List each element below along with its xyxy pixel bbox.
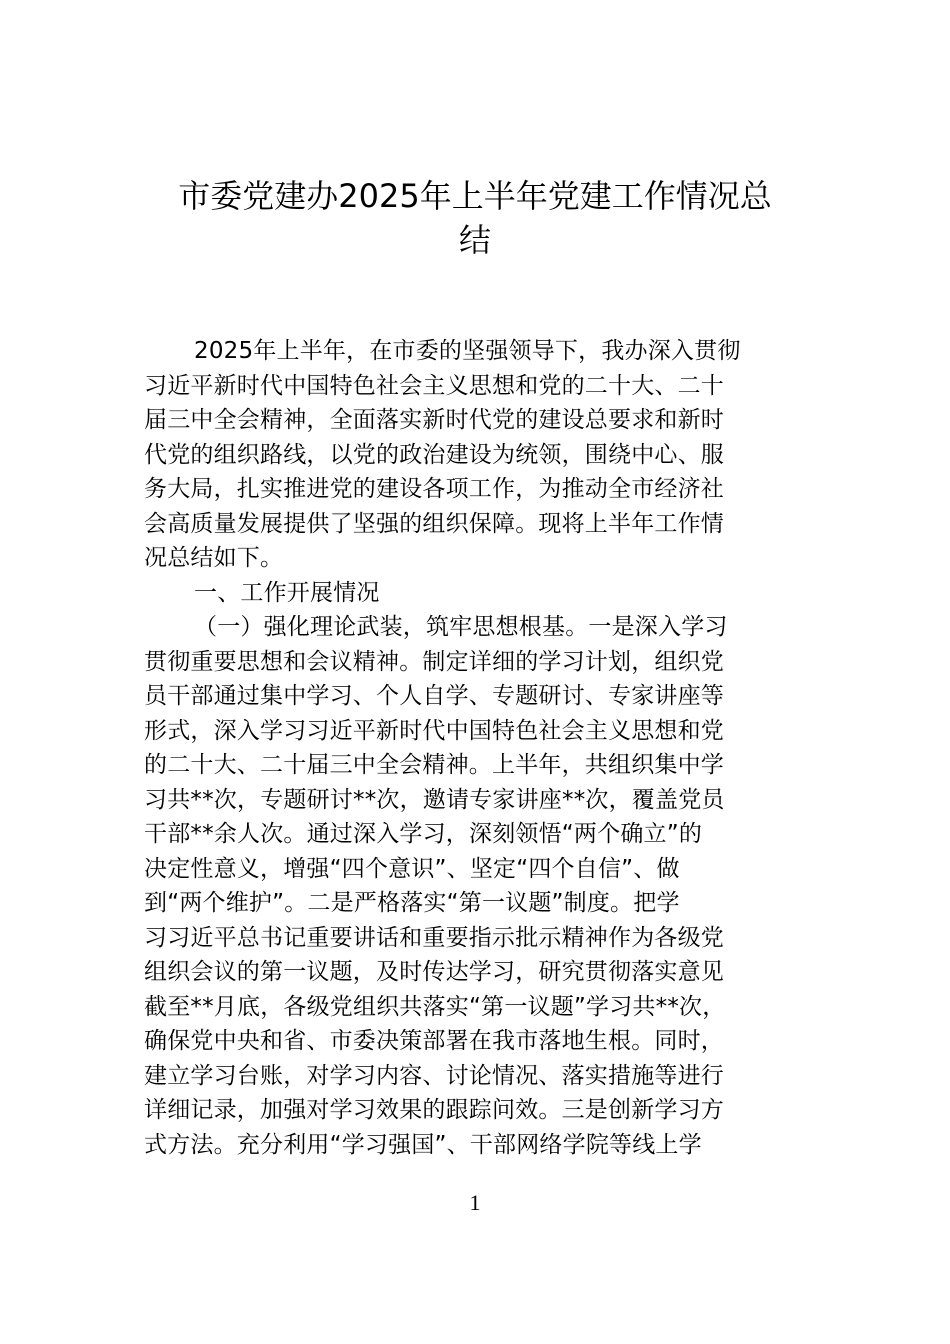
paragraph-line: 形式，深入学习习近平新时代中国特色社会主义思想和党 bbox=[144, 717, 724, 744]
paragraph-line: 会高质量发展提供了坚强的组织保障。现将上半年工作情 bbox=[144, 510, 724, 537]
paragraph-line: 代党的组织路线，以党的政治建设为统领，围绕中心、服 bbox=[144, 441, 724, 468]
paragraph-line: 习近平新时代中国特色社会主义思想和党的二十大、二十 bbox=[144, 372, 724, 399]
section-heading: 一、工作开展情况 bbox=[194, 579, 380, 606]
paragraph-line: 式方法。充分利用“学习强国”、干部网络学院等线上学 bbox=[144, 1131, 702, 1158]
document-title-line-2: 结 bbox=[458, 221, 491, 259]
paragraph-line: 况总结如下。 bbox=[144, 545, 284, 571]
page-number: 1 bbox=[469, 1190, 481, 1215]
document-body bbox=[144, 334, 844, 1162]
document-title-line-1: 市委党建办2025年上半年党建工作情况总 bbox=[178, 177, 772, 215]
paragraph-line: 建立学习台账，对学习内容、讨论情况、落实措施等进行 bbox=[144, 1062, 724, 1089]
paragraph-line: 习习近平总书记重要讲话和重要指示批示精神作为各级党 bbox=[144, 924, 724, 951]
paragraph-line: 决定性意义，增强“四个意识”、坚定“四个自信”、做 bbox=[144, 855, 680, 882]
paragraph-line: 员干部通过集中学习、个人自学、专题研讨、专家讲座等 bbox=[144, 683, 724, 709]
paragraph-line: 务大局，扎实推进党的建设各项工作，为推动全市经济社 bbox=[144, 476, 724, 502]
paragraph-line: 届三中全会精神，全面落实新时代党的建设总要求和新时 bbox=[144, 407, 724, 433]
paragraph-line: 到“两个维护”。二是严格落实“第一议题”制度。把学 bbox=[144, 890, 680, 916]
paragraph-line: 干部**余人次。通过深入学习，深刻领悟“两个确立”的 bbox=[144, 821, 703, 847]
paragraph-line: 习共**次，专题研讨**次，邀请专家讲座**次，覆盖党员 bbox=[144, 786, 725, 813]
paragraph-line: （一）强化理论武装，筑牢思想根基。一是深入学习 bbox=[194, 614, 728, 640]
paragraph-line: 的二十大、二十届三中全会精神。上半年，共组织集中学 bbox=[144, 752, 724, 778]
paragraph-line: 贯彻重要思想和会议精神。制定详细的学习计划，组织党 bbox=[144, 648, 724, 675]
paragraph-line: 截至**月底，各级党组织共落实“第一议题”学习共**次， bbox=[144, 993, 726, 1020]
paragraph-line: 组织会议的第一议题，及时传达学习，研究贯彻落实意见 bbox=[144, 959, 724, 985]
paragraph-line: 详细记录，加强对学习效果的跟踪问效。三是创新学习方 bbox=[144, 1097, 724, 1123]
paragraph-line: 确保党中央和省、市委决策部署在我市落地生根。同时， bbox=[144, 1028, 724, 1054]
paragraph-line: 2025年上半年，在市委的坚强领导下，我办深入贯彻 bbox=[194, 338, 741, 364]
